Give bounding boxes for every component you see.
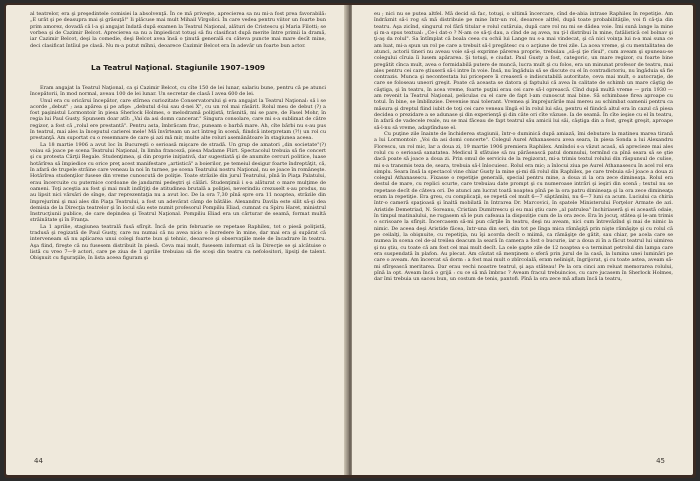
body-paragraph: La 18 martie 1906 a avut loc în Bucureşti o serioasă mişcare de stradă. Un grup de amatori „din societate"(?) voiau să joace pe scena Teatrului Naţional, în limba franceză, piesa Madame Flirt. Spectacolul trebuia să fie concert şi cu protesta Cărţii Regale. Studenţimea, şi din proprie iniţiativă, dar sugestiată şi de anumite cercuri politice, luase hotărîrea să împiedice cu orice preţ acest manifestare „artistică" a boierilor, pe temeiul desigur foarte îndreptăţit, că, în afară de trupele străine care veneau la noi în turnee, pe scena Teatrului nostru Naţional, nu se joace în româneşte. Hotărîrea studenţilor fusese din vreme cunoscută de poliţie. Toate străzile din jurul Teatrului, pînă în Piaţa Palatului, erau încercuite cu puternice cordoane de jandarmi pedeştri şi călări. Studenţimii i s-a alăturat o mare mulţime de oameni. Toţi aceştia au fost şi mai mult indîrjiţi de atitudinea brutală a poliţiei, neverindiu crezuselt s-au produs, nu au lipsit nici vărsări de sînge, dar reprezentaţia nu a avut loc. De la ora 7,30 pînă spre ora 11 noaptea, străzile din împrejurimi şi mai ales din Piaţa Teatrului, a fost un adevărat câmp de bătălie. Alexandru Davila este silit să-şi dea demisia de la Direcţia teatrelor şi în locul său este numit profesorul Pompiliu Eliad, cumnat cu Spiru Haret, ministrul Instrucţiunii publice, de care depindea şi Teatrul Naţional. Pompiliu Eliad era un cărturar de seamă, format multă străinătate şi în Franţa. <box>30 141 326 224</box>
body-paragraph: Eram angajat la Teatrul Naţional, ca şi Cazimir Belcot, cu cîte 150 de lei lunar, salariu bune, pentru că pe atunci începătorii, în mod normal, aveau 100 de lei lunar. Un secretar de clasă I avea 600 de lei. <box>30 84 326 98</box>
section-heading: La Teatrul Naţional. Stagiunile 1907–1909 <box>90 62 266 72</box>
left-page <box>6 5 348 475</box>
body-paragraph: La 1 aprilie, stagiunea teatrală fusă sfîrşit. Încă de prin februarie se repetase Raphilex, tot o piesă poliţistă, tradusă şi regizată de Paul Gusty, care nu numai că nu avea nicio o încredere în mine, dar mai era şi supărat că interveneam să nu aplicarea unui colegi foarte bun şi tehnic, deoarece şi observaţiile mele de încadrare în teatru. Aşa fiind, fireşte că nu fusesem distribuit în piesă. Ceva mai mult, fusesem informat că la Direcţie se şi alcătuise o listă cu vreo 7—9 actori, care pe ziua de 1 aprilie trebuiau să fie scoşi din teatru ca nefolositori, lipsiţi de talent. Obişnuit cu figuraţiile, în lista aceea figuram şi <box>30 223 326 262</box>
left-page-text <box>30 11 326 262</box>
page-number: 44 <box>34 457 43 465</box>
body-paragraph: Unul era cu oricărui începător, care stîrnea curiozitate Conservatorului şi era angajat la Teatrul Naţional: să i se acorde „debut" ; asa apărea şi pe afişe: „debutul d-lui sau d-nei X", cu un rol mai răsărit. Rolul meu de debut (?) a fost paşinistul Lormontoir în piesa Sherlock Holmes, o melodramă poliţistă, trăsnită, mi se pare, de Fasel Mohr, în regia lui Paul Gusty. Spunsem doar atît: „Vai da asi domn cancerar." Singura consolare, care mi s-a sublimat de către regizor, a fost că „rolul ere prestantă". Pentru asta, îmbrăcam frac, puneam o barbă mare. Ah, cîte bărbi nu s-au pus în teatrul, mai ales la începutul carierei mele! Mă învîrteam un act întreg în scenă, fiindcă interpretam (?!) un rol cu prestanţă. Am suportat cu o resemnare de care şi azi mă mir, multe alte roluri asemănătoare în stagiunea aceea. <box>30 97 326 142</box>
book-spread <box>4 3 696 478</box>
page-number: 45 <box>656 457 665 465</box>
right-page <box>352 5 693 475</box>
body-paragraph: eu ; nici nu se putea altfel. Mă decid să fac, totuşi, o ultimă încercare, cînd de-abia intrase Raphilex în repetiţie. Am îndrăznit să-i rog să mă distribuie pe mine într-un rol, deoarece altfel, după toate probabilităţile, voi fi că-ţia din teatru. Aşa zicînd, singurul rol fără titular e rolul cutăruia, după care rol nu mi se dădea voie. Îmi sună lange la mine şi m-a spus textual: „Ce-i dat-o ? N-am ce să-ţi dau, a cînd de aş avea, nu ţi-l distribui în mine, fatălistică cel bolnav şi ţi-aş da rolul". Sa întîmplat că boala ceea cu ochii lui Lange nu s-a mai vindecat, şi că nici voinţa lui n-a mai suna ce am luat, mi-a spun un rol pe care a trebuit să-l pregătesc cu o acţiune de trei zile. La acea vreme, şi cu mentalitatea de atunci, actorii tineri nu aveau voie să-şi exprime părerea proprie, trebuiau „să-şi ţie rîsul", cum aveam şi spuneau-se colegului cîruia îi lusem apărarea. Şi totuşi, e ciudat. Paul Gusty a fost, categoric, un mare regizor, cu foarte bine pregătit cînca mult, avea o formidabilă putere de muncă, lucra mult şi cu folos, era un minunat profesor de teatru, mai ales pentru cei care ştiuseră să-i intre în voie. Însă, nu îngăduia să se discute cu el în contradictoriu, nu îngăduia să fie contrazis. Munca şi necontestata lui pricepere îi creaseră o indiscutabilă autoritate, ceva mai mult, o autocraţie, de care se foloseau uneori greşit. Poate că aceasta se datora şi faptului că avea în calitate de schimb un mare câştig de câştiga, şi în teatru, în acea vreme, foarte puţini erau cei care să-l oprească. Cînd după multă vreme — prin 1930 — am revenit la Teatrul Naţional, peliculas cu el care de fapt l-am cunoscut mai bine. Să schimbase firea aproape cu totul. În bine, se îmblînzise. Devenise mai tolerant. Vremea şi împrejurările mai mereu au schimbat oamenii pentru ca măsura şi dreptul fiind iubit de toţi cei care veneau lîngă el în rolul lui său, pentru el fiindcă altul era în cazul că piesa decidea o prezidare a se adunase şi din experienţă şi din câte ori cîte văzuse. Ia de seamă. În cîte ieşise cu el în teatru, în afară de vadecele reale, nu se mai făceau de fapt teatrul său amicii lui săi, câştiga din a fost, greşit greşit, aproape să-l-nu să vreme, adaptînduse el. <box>374 11 673 131</box>
body-paragraph: Cu puţine zile înainte de închiderea stagiunii, într-o duminică după amiază, îmi debutare la matineu marea tirană a lui Lormontoir: „Voi da asi domi concerte". Colegul Aurel Athanasescu avea seara, în piesa Sonda a lui Alexandru Florescu, un rol mic, lar a doua zi, 19 martie 1906 premiera Raphilex. Amîndoi s-a văzut acasă, să aprecieze mai ales rolul cu o serioasă sanatatea. Medicul îl sfătuise să nu părăsească patul domnului, termînd ca pînă seara să se ştie dacă poate să joace a doua zi. Prin omul de serviciu de la regizorat, mi-a trimis textul rolului din răspunsul de culise, mi s-a transmis teza de, seara, trebuia să-l înlocuiesc. Rolul era mic; a înlocui ziua pe Aurel Athanasescu în acel rol era simplu. Seara însă la spectacol vine chiar Gusty la mine şi-mi dă rolul din Raphilex, pe care trebuia să-l joace a doua zi colegul Athanasescu. Fixasse o repetiţie generală, special pentru mine, a doua zi la ora zece dimineaţa. Rolul era destul de mare, cu replici scurte, care trebuiau date prompt şi cu numeroase intrări şi ieşiri din scenă ; textul nu se repetase decît de câteva ori. De atunci am lucrat toată noaptea pînă pe la ora patru dimineaţa şi la ora zece dimineaţa eram la repetiţie. Era greu, cu complicaţii, se repetă cel mult 6—7 săptămîni, nu 6—7 luni ca acum. Luciului ca chiria într-o cameră spaţioasă şi înaltă mobilată în Intrarea Dr. Marcovici, în spatele Ministerului Forţelor Armate de azi. Aristide Demetriad, N. Soreanu, Cristian Dumitrescu şi eu mai ştiu care „al patrulea" închiriaseră şi ei această odaie, în timpul matinalului, ne rugasem să le pun cafeaua la dispoziţie cum de la ora zece. Era în jocuţ, stătea şi le-am trimis o scrisoare la sfîrşit. Încercasem să-mi pun cărţile în teatru, deşi nu aveam, nici cum întrevăzînd şi mai de nimic la nimic. De aceea deşi Aristide făcea, într-una din seri, din tot pe lînga mica rămăşiţă prin nişte rămăşiţe şi cu rolul că pe ceilalţi, la obişnuite, cu repetiţia, nu îşi acorda decît o miimă, ca rămăşiţe de gătit, sau chiar, pe acela care se numea în scena cel de-al treilea deacum la seară în camera a fost o bucurie, iar a doua zi în a făcut teatrul lui uimirea şi nu ştiu, cu toate că am fost cel mai mult decît. La cele şapte zile de 12 noaptea s-a terminat petrolul din lampa care era suspendată în plafon. Au plecat. Am căutat să menţinem o sferă prin jurul de la casă, la lumina unei luminări pe care o aveam. Am încercat să dorm : a fost mai mult o zbîrcolală, eram nelinişit, îngrijorat, şi cu toate astea, aveam să-mi sfîrşească meritarea. Dar erau vechi noastre teatrul, şi aşa stăteau! Pe la ora cinci am reluat memorarea rolului, pînă la opt. Aveam încă o grijă : cu ce să mă îmbrac ? Aveam fracul trebuincios, cu care jucasem în Sherlock Holmes, dar îmi trebuia un sacou bun, un costum de tenis, pantofi. Pînă la ora zece mă aflam încă la teatru, <box>374 130 673 283</box>
right-page-text <box>374 11 673 282</box>
intro-paragraph: al teatrelor, era şi preşedintele comisiei la absolvenţă. În ce mă priveşte, aprecierea sa nu mi-a fost prea favorabilă: „E urât şi pe deasupra mai şi grăsuţă!" Ii plăcuse mai mult Mihail Vîrgolici. În care vedea pentru viitor un foarte bun prim amorez, dovadă că l-a şi angajat îndată după examen la Teatrul Naţional, alături de Cristescu şi Maria Filotti; se vorbea şi de Cazimir Belcot. Aprecierea sa nu a împiedicat totuşi să fiu clasificat după merite între primii la dramă, iar Cazimir Belcot, deşi la comedie, deşi Belcot avea însă o ţinută generală cu câteva puncte mai mare decît mine, deci clasificat întîiul pe clasă. Nu m-a putut mîhni, deoarece Cazimir Belcot era în adevăr un foarte bun actor. <box>30 11 326 49</box>
